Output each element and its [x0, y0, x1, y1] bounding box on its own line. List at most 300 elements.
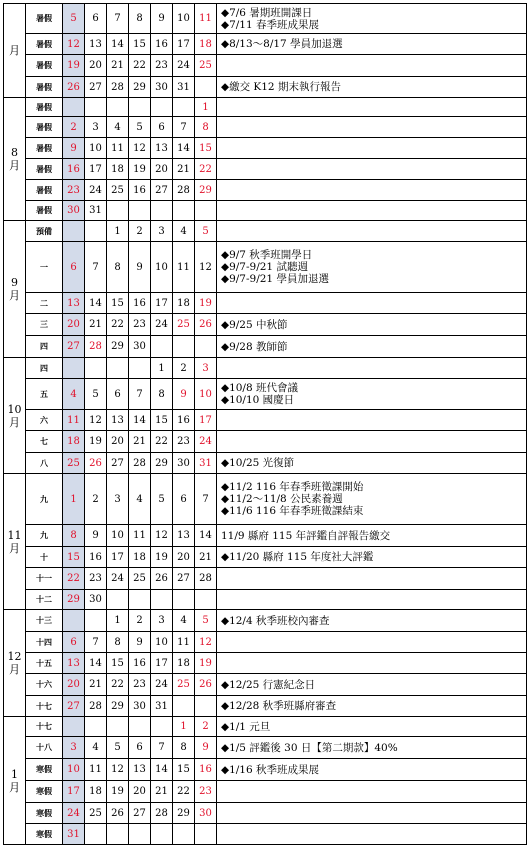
day-cell: 23	[173, 431, 195, 453]
day-cell: 28	[85, 336, 107, 358]
day-cell: 5	[85, 379, 107, 410]
day-cell: 16	[151, 34, 173, 55]
day-cell	[151, 201, 173, 221]
week-label: 二	[26, 293, 63, 314]
day-cell: 18	[107, 159, 129, 180]
day-cell: 7	[151, 737, 173, 759]
week-row	[4, 117, 527, 138]
day-cell: 2	[129, 221, 151, 242]
day-cell: 22	[173, 781, 195, 803]
day-cell: 30	[85, 590, 107, 610]
day-cell: 19	[129, 159, 151, 180]
day-cell: 30	[129, 336, 151, 358]
day-cell: 16	[195, 759, 217, 781]
day-cell: 19	[85, 431, 107, 453]
week-row	[4, 590, 527, 610]
day-cell: 7	[173, 117, 195, 138]
week-row	[4, 98, 527, 117]
day-cell: 25	[63, 453, 85, 474]
day-cell: 22	[107, 674, 129, 696]
event-note	[217, 314, 527, 336]
day-cell: 24	[107, 568, 129, 590]
event-line: ◆繳交 K12 期末執行報告	[221, 81, 341, 93]
day-cell: 19	[195, 293, 217, 314]
day-cell: 16	[85, 547, 107, 568]
week-label: 七	[26, 431, 63, 453]
day-cell: 3	[107, 474, 129, 525]
day-cell: 6	[63, 242, 85, 293]
day-cell: 28	[129, 453, 151, 474]
day-cell: 10	[195, 379, 217, 410]
day-cell: 17	[151, 293, 173, 314]
day-cell: 16	[129, 653, 151, 674]
day-cell: 30	[63, 201, 85, 221]
day-cell: 11	[129, 525, 151, 547]
event-note	[217, 824, 527, 845]
day-cell: 31	[63, 824, 85, 845]
day-cell	[129, 590, 151, 610]
event-line: ◆10/25 光復節	[221, 457, 295, 469]
week-row	[4, 453, 527, 474]
day-cell: 19	[151, 547, 173, 568]
week-label: 十	[26, 547, 63, 568]
week-row	[4, 293, 527, 314]
month-label: 12 月	[4, 610, 26, 717]
day-cell: 20	[173, 547, 195, 568]
event-note	[217, 610, 527, 632]
event-line: ◆12/4 秋季班校內審查	[221, 614, 330, 627]
day-cell: 15	[151, 410, 173, 431]
day-cell: 21	[151, 781, 173, 803]
day-cell	[151, 98, 173, 117]
week-label: 十七	[26, 717, 63, 737]
day-cell	[173, 98, 195, 117]
day-cell	[195, 77, 217, 98]
day-cell: 6	[85, 4, 107, 34]
day-cell: 13	[63, 293, 85, 314]
day-cell: 29	[129, 77, 151, 98]
week-row	[4, 653, 527, 674]
day-cell: 26	[63, 77, 85, 98]
month-label: 月	[4, 4, 26, 98]
day-cell: 5	[107, 737, 129, 759]
day-cell: 3	[85, 117, 107, 138]
day-cell: 5	[195, 610, 217, 632]
day-cell: 20	[129, 781, 151, 803]
day-cell	[195, 824, 217, 845]
day-cell: 22	[195, 159, 217, 180]
day-cell: 12	[107, 759, 129, 781]
event-note	[217, 781, 527, 803]
week-row	[4, 632, 527, 653]
week-row	[4, 547, 527, 568]
day-cell: 10	[173, 4, 195, 34]
event-note	[217, 696, 527, 717]
event-note	[217, 34, 527, 55]
week-label: 暑假	[26, 138, 63, 159]
day-cell: 18	[195, 34, 217, 55]
day-cell	[107, 98, 129, 117]
event-note	[217, 525, 527, 547]
day-cell: 29	[151, 453, 173, 474]
week-row	[4, 410, 527, 431]
day-cell: 18	[85, 781, 107, 803]
day-cell: 27	[63, 696, 85, 717]
day-cell: 24	[173, 55, 195, 77]
week-label: 寒假	[26, 781, 63, 803]
week-label: 六	[26, 410, 63, 431]
day-cell: 12	[195, 242, 217, 293]
day-cell: 9	[195, 737, 217, 759]
month-label: 11 月	[4, 474, 26, 610]
day-cell: 24	[63, 803, 85, 824]
day-cell: 14	[151, 759, 173, 781]
day-cell: 2	[195, 717, 217, 737]
week-row	[4, 568, 527, 590]
day-cell: 23	[63, 180, 85, 201]
day-cell: 10	[107, 525, 129, 547]
event-note	[217, 803, 527, 824]
event-note	[217, 117, 527, 138]
semester-calendar-table	[3, 3, 527, 845]
day-cell: 9	[129, 632, 151, 653]
week-label: 十一	[26, 568, 63, 590]
week-row	[4, 474, 527, 525]
event-note	[217, 180, 527, 201]
day-cell: 31	[195, 453, 217, 474]
day-cell: 15	[195, 138, 217, 159]
day-cell	[129, 824, 151, 845]
day-cell: 7	[129, 379, 151, 410]
day-cell: 21	[129, 431, 151, 453]
week-label: 十六	[26, 674, 63, 696]
day-cell: 1	[195, 98, 217, 117]
event-note	[217, 674, 527, 696]
day-cell: 8	[129, 4, 151, 34]
day-cell: 25	[173, 674, 195, 696]
day-cell: 23	[129, 674, 151, 696]
event-note	[217, 77, 527, 98]
day-cell	[107, 201, 129, 221]
day-cell: 2	[129, 610, 151, 632]
week-label: 四	[26, 358, 63, 379]
week-label: 暑假	[26, 77, 63, 98]
week-row	[4, 201, 527, 221]
week-row	[4, 696, 527, 717]
week-label: 暑假	[26, 117, 63, 138]
event-line: ◆11/6 116 年春季班徵課結束	[221, 505, 364, 517]
day-cell: 8	[151, 379, 173, 410]
day-cell: 20	[107, 431, 129, 453]
week-label: 寒假	[26, 803, 63, 824]
event-note	[217, 138, 527, 159]
day-cell: 13	[107, 410, 129, 431]
month-label: 8 月	[4, 98, 26, 221]
day-cell: 2	[173, 358, 195, 379]
day-cell: 14	[173, 138, 195, 159]
day-cell: 8	[63, 525, 85, 547]
event-line: 11/9 縣府 115 年評鑑自評報告繳交	[221, 529, 391, 542]
day-cell: 11	[107, 138, 129, 159]
week-label: 暑假	[26, 55, 63, 77]
day-cell: 5	[129, 117, 151, 138]
week-row	[4, 379, 527, 410]
day-cell: 2	[63, 117, 85, 138]
month-label: 1 月	[4, 717, 26, 845]
day-cell: 4	[107, 117, 129, 138]
day-cell: 31	[85, 201, 107, 221]
day-cell: 1	[107, 610, 129, 632]
day-cell: 23	[195, 781, 217, 803]
day-cell: 17	[85, 159, 107, 180]
event-note	[217, 653, 527, 674]
day-cell	[63, 717, 85, 737]
week-label: 十八	[26, 737, 63, 759]
day-cell: 13	[151, 138, 173, 159]
event-line: ◆11/20 縣府 115 年度社大評鑑	[221, 551, 374, 563]
day-cell: 24	[195, 431, 217, 453]
day-cell: 25	[129, 568, 151, 590]
day-cell: 7	[195, 474, 217, 525]
day-cell: 27	[151, 180, 173, 201]
day-cell	[63, 221, 85, 242]
day-cell: 11	[195, 4, 217, 34]
calendar-body	[4, 4, 527, 845]
day-cell: 17	[107, 547, 129, 568]
day-cell	[107, 824, 129, 845]
week-label: 暑假	[26, 180, 63, 201]
day-cell: 29	[63, 590, 85, 610]
day-cell: 29	[107, 336, 129, 358]
event-note	[217, 4, 527, 34]
day-cell: 21	[85, 314, 107, 336]
day-cell: 6	[107, 379, 129, 410]
day-cell	[85, 824, 107, 845]
day-cell: 13	[173, 525, 195, 547]
day-cell	[195, 696, 217, 717]
week-label: 九	[26, 474, 63, 525]
event-line: ◆10/8 班代會議	[221, 382, 298, 394]
day-cell: 12	[85, 410, 107, 431]
day-cell: 6	[129, 737, 151, 759]
month-label: 10 月	[4, 358, 26, 474]
day-cell: 8	[107, 242, 129, 293]
day-cell: 12	[63, 34, 85, 55]
day-cell: 17	[195, 410, 217, 431]
day-cell: 29	[195, 180, 217, 201]
event-line: ◆1/5 評鑑後 30 日【第二期款】40%	[221, 741, 398, 754]
day-cell	[151, 336, 173, 358]
day-cell	[85, 358, 107, 379]
week-row	[4, 759, 527, 781]
day-cell: 4	[85, 737, 107, 759]
day-cell: 9	[129, 242, 151, 293]
day-cell: 23	[151, 55, 173, 77]
day-cell: 21	[195, 547, 217, 568]
day-cell: 10	[63, 759, 85, 781]
day-cell: 11	[85, 759, 107, 781]
day-cell	[151, 717, 173, 737]
event-note	[217, 55, 527, 77]
day-cell: 4	[63, 379, 85, 410]
week-label: 十七	[26, 696, 63, 717]
day-cell: 3	[151, 221, 173, 242]
event-line: ◆7/11 春季班成果展	[221, 18, 319, 31]
event-note	[217, 159, 527, 180]
week-row	[4, 55, 527, 77]
day-cell: 30	[173, 453, 195, 474]
day-cell: 25	[85, 803, 107, 824]
event-note	[217, 737, 527, 759]
event-line: ◆9/28 教師節	[221, 340, 288, 353]
day-cell: 16	[63, 159, 85, 180]
event-line: ◆11/2 116 年春季班徵課開始	[221, 481, 364, 493]
day-cell: 11	[173, 632, 195, 653]
day-cell: 28	[173, 180, 195, 201]
day-cell: 28	[195, 568, 217, 590]
day-cell: 20	[151, 159, 173, 180]
day-cell	[195, 590, 217, 610]
day-cell: 30	[129, 696, 151, 717]
event-note	[217, 474, 527, 525]
day-cell: 15	[63, 547, 85, 568]
day-cell: 12	[151, 525, 173, 547]
day-cell: 3	[63, 737, 85, 759]
day-cell	[63, 358, 85, 379]
week-row	[4, 314, 527, 336]
day-cell: 9	[63, 138, 85, 159]
day-cell: 30	[195, 803, 217, 824]
day-cell: 25	[173, 314, 195, 336]
day-cell: 16	[129, 293, 151, 314]
week-label: 寒假	[26, 759, 63, 781]
week-label: 四	[26, 336, 63, 358]
week-label: 十二	[26, 590, 63, 610]
event-line: ◆11/2～11/8 公民素養週	[221, 493, 343, 505]
day-cell: 4	[129, 474, 151, 525]
week-row	[4, 610, 527, 632]
day-cell: 26	[107, 803, 129, 824]
event-line: ◆10/10 國慶日	[221, 394, 295, 406]
day-cell: 29	[173, 803, 195, 824]
day-cell: 20	[63, 674, 85, 696]
day-cell: 15	[129, 34, 151, 55]
day-cell	[129, 201, 151, 221]
event-note	[217, 632, 527, 653]
day-cell: 27	[85, 77, 107, 98]
week-row	[4, 242, 527, 293]
day-cell: 13	[129, 759, 151, 781]
day-cell	[85, 610, 107, 632]
day-cell: 23	[129, 314, 151, 336]
day-cell: 26	[195, 674, 217, 696]
day-cell	[173, 696, 195, 717]
day-cell	[173, 336, 195, 358]
week-row	[4, 824, 527, 845]
day-cell	[151, 824, 173, 845]
day-cell: 26	[195, 314, 217, 336]
day-cell: 5	[195, 221, 217, 242]
week-row	[4, 221, 527, 242]
day-cell: 14	[129, 410, 151, 431]
day-cell: 26	[85, 453, 107, 474]
day-cell: 6	[63, 632, 85, 653]
week-label: 十五	[26, 653, 63, 674]
day-cell: 10	[151, 632, 173, 653]
week-label: 五	[26, 379, 63, 410]
event-note	[217, 547, 527, 568]
day-cell: 16	[173, 410, 195, 431]
day-cell	[63, 610, 85, 632]
day-cell: 26	[151, 568, 173, 590]
week-row	[4, 803, 527, 824]
week-label: 八	[26, 453, 63, 474]
day-cell	[195, 336, 217, 358]
day-cell: 11	[63, 410, 85, 431]
event-line: ◆8/13～8/17 學員加退選	[221, 38, 343, 50]
week-row	[4, 138, 527, 159]
day-cell: 1	[151, 358, 173, 379]
day-cell: 2	[85, 474, 107, 525]
day-cell: 17	[173, 34, 195, 55]
week-label: 暑假	[26, 201, 63, 221]
day-cell: 7	[85, 242, 107, 293]
week-label: 暑假	[26, 4, 63, 34]
day-cell: 13	[85, 34, 107, 55]
day-cell: 13	[63, 653, 85, 674]
day-cell: 15	[173, 759, 195, 781]
day-cell: 18	[173, 653, 195, 674]
day-cell: 27	[129, 803, 151, 824]
day-cell: 17	[151, 653, 173, 674]
day-cell: 11	[173, 242, 195, 293]
day-cell: 10	[151, 242, 173, 293]
day-cell: 18	[63, 431, 85, 453]
event-note	[217, 293, 527, 314]
day-cell: 8	[173, 737, 195, 759]
day-cell: 14	[195, 525, 217, 547]
day-cell	[129, 717, 151, 737]
day-cell: 18	[129, 547, 151, 568]
day-cell	[107, 717, 129, 737]
event-note	[217, 431, 527, 453]
day-cell	[107, 590, 129, 610]
day-cell: 15	[107, 653, 129, 674]
week-row	[4, 336, 527, 358]
day-cell	[173, 201, 195, 221]
day-cell: 22	[63, 568, 85, 590]
month-label: 9 月	[4, 221, 26, 358]
event-line: ◆7/6 暑期班開課日	[221, 6, 313, 19]
day-cell: 24	[151, 314, 173, 336]
day-cell: 7	[85, 632, 107, 653]
day-cell: 9	[173, 379, 195, 410]
event-line: ◆9/7-9/21 試聽週	[221, 261, 308, 273]
event-note	[217, 568, 527, 590]
day-cell	[173, 590, 195, 610]
day-cell: 16	[129, 180, 151, 201]
day-cell: 14	[85, 293, 107, 314]
day-cell: 1	[107, 221, 129, 242]
day-cell: 23	[85, 568, 107, 590]
day-cell: 28	[107, 77, 129, 98]
event-line: ◆9/25 中秋節	[221, 318, 288, 331]
event-note	[217, 201, 527, 221]
event-note	[217, 98, 527, 117]
week-label: 一	[26, 242, 63, 293]
week-row	[4, 77, 527, 98]
day-cell: 28	[151, 803, 173, 824]
